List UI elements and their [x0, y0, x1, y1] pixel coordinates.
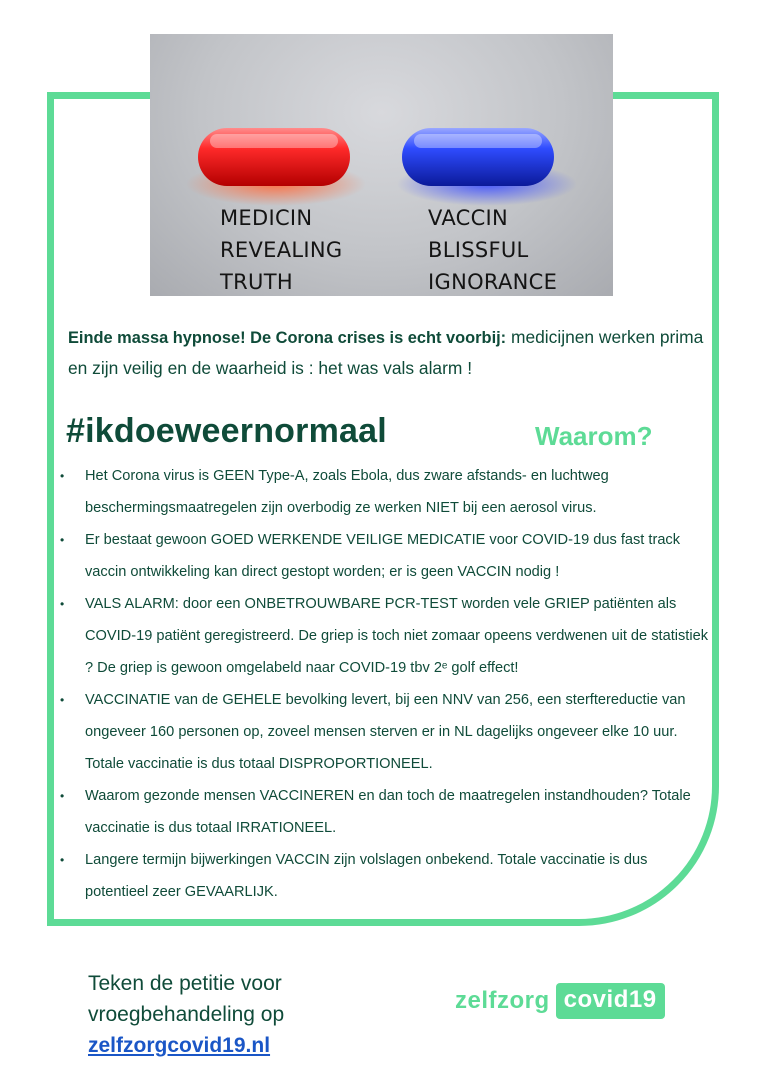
red-pill-label-line: TRUTH [220, 270, 293, 294]
zelfzorg-logo [455, 981, 665, 1021]
reasons-list [60, 460, 710, 908]
petition-link[interactable]: zelfzorgcovid19.nl [88, 1034, 271, 1057]
blue-pill-label [428, 202, 557, 296]
list-item-text: VALS ALARM: door een ONBETROUWBARE PCR-TEST worden vele GRIEP patiënten als COVID-19 patiënt geregistreerd. De griep is toch niet zomaar opeens verdwenen uit de statistiek ? De griep is gewoon omgelabeld naar COVID-19 tbv 2ᵉ golf effect! [85, 596, 708, 676]
red-pill-label-line: REVEALING [220, 238, 343, 262]
petition-line-2: vroegbehandeling op [88, 1003, 285, 1026]
blue-pill-label-line: VACCIN [428, 206, 509, 230]
pills-image [150, 34, 613, 296]
petition-line-1: Teken de petitie voor [88, 972, 282, 995]
hashtag-heading: #ikdoeweernormaal [66, 412, 387, 450]
list-item [60, 460, 710, 524]
waarom-heading: Waarom? [535, 421, 653, 451]
list-item-text: Er bestaat gewoon GOED WERKENDE VEILIGE MEDICATIE voor COVID-19 dus fast track vaccin ontwikkeling kan direct gestopt worden; er is geen VACCIN nodig ! [85, 532, 681, 580]
red-pill-label [220, 202, 342, 296]
bullet-icon: • [60, 469, 65, 483]
list-item-text: VACCINATIE van de GEHELE bevolking levert, bij een NNV van 256, een sterftereductie van ongeveer 160 personen op, zoveel mensen sterven er in NL dagelijks ongeveer elke 10 uur. Totale vaccinatie is dus totaal DISPROPORTIONEEL. [85, 692, 686, 772]
bullet-icon: • [60, 853, 65, 867]
intro-text: medicijnen werken prima en zijn veilig en de waarheid is : het was vals alarm ! [68, 327, 704, 378]
intro-bold: Einde massa hypnose! De Corona crises is echt voorbij: [68, 329, 507, 347]
bullet-icon: • [60, 533, 65, 547]
list-item [60, 588, 710, 684]
bullet-icon: • [60, 789, 65, 803]
list-item [60, 524, 710, 588]
list-item-text: Het Corona virus is GEEN Type-A, zoals Ebola, dus zware afstands- en luchtweg beschermingsmaatregelen zijn overbodig ze werken NIET bij een aerosol virus. [85, 468, 609, 516]
bullet-icon: • [60, 597, 65, 611]
logo-badge: covid19 [556, 983, 665, 1019]
bullet-icon: • [60, 693, 65, 707]
blue-pill-label-line: BLISSFUL [428, 238, 529, 262]
list-item [60, 844, 710, 908]
list-item [60, 684, 710, 780]
list-item-text: Langere termijn bijwerkingen VACCIN zijn volslagen onbekend. Totale vaccinatie is dus potentieel zeer GEVAARLIJK. [85, 852, 648, 900]
intro-paragraph [68, 322, 708, 383]
blue-pill-label-line: IGNORANCE [428, 270, 558, 294]
list-item-text: Waarom gezonde mensen VACCINEREN en dan toch de maatregelen instandhouden? Totale vaccinatie is dus totaal IRRATIONEEL. [85, 788, 691, 836]
logo-text: zelfzorg [455, 987, 550, 1014]
red-pill-label-line: MEDICIN [220, 206, 313, 230]
list-item [60, 780, 710, 844]
petition-callout [88, 968, 284, 1061]
